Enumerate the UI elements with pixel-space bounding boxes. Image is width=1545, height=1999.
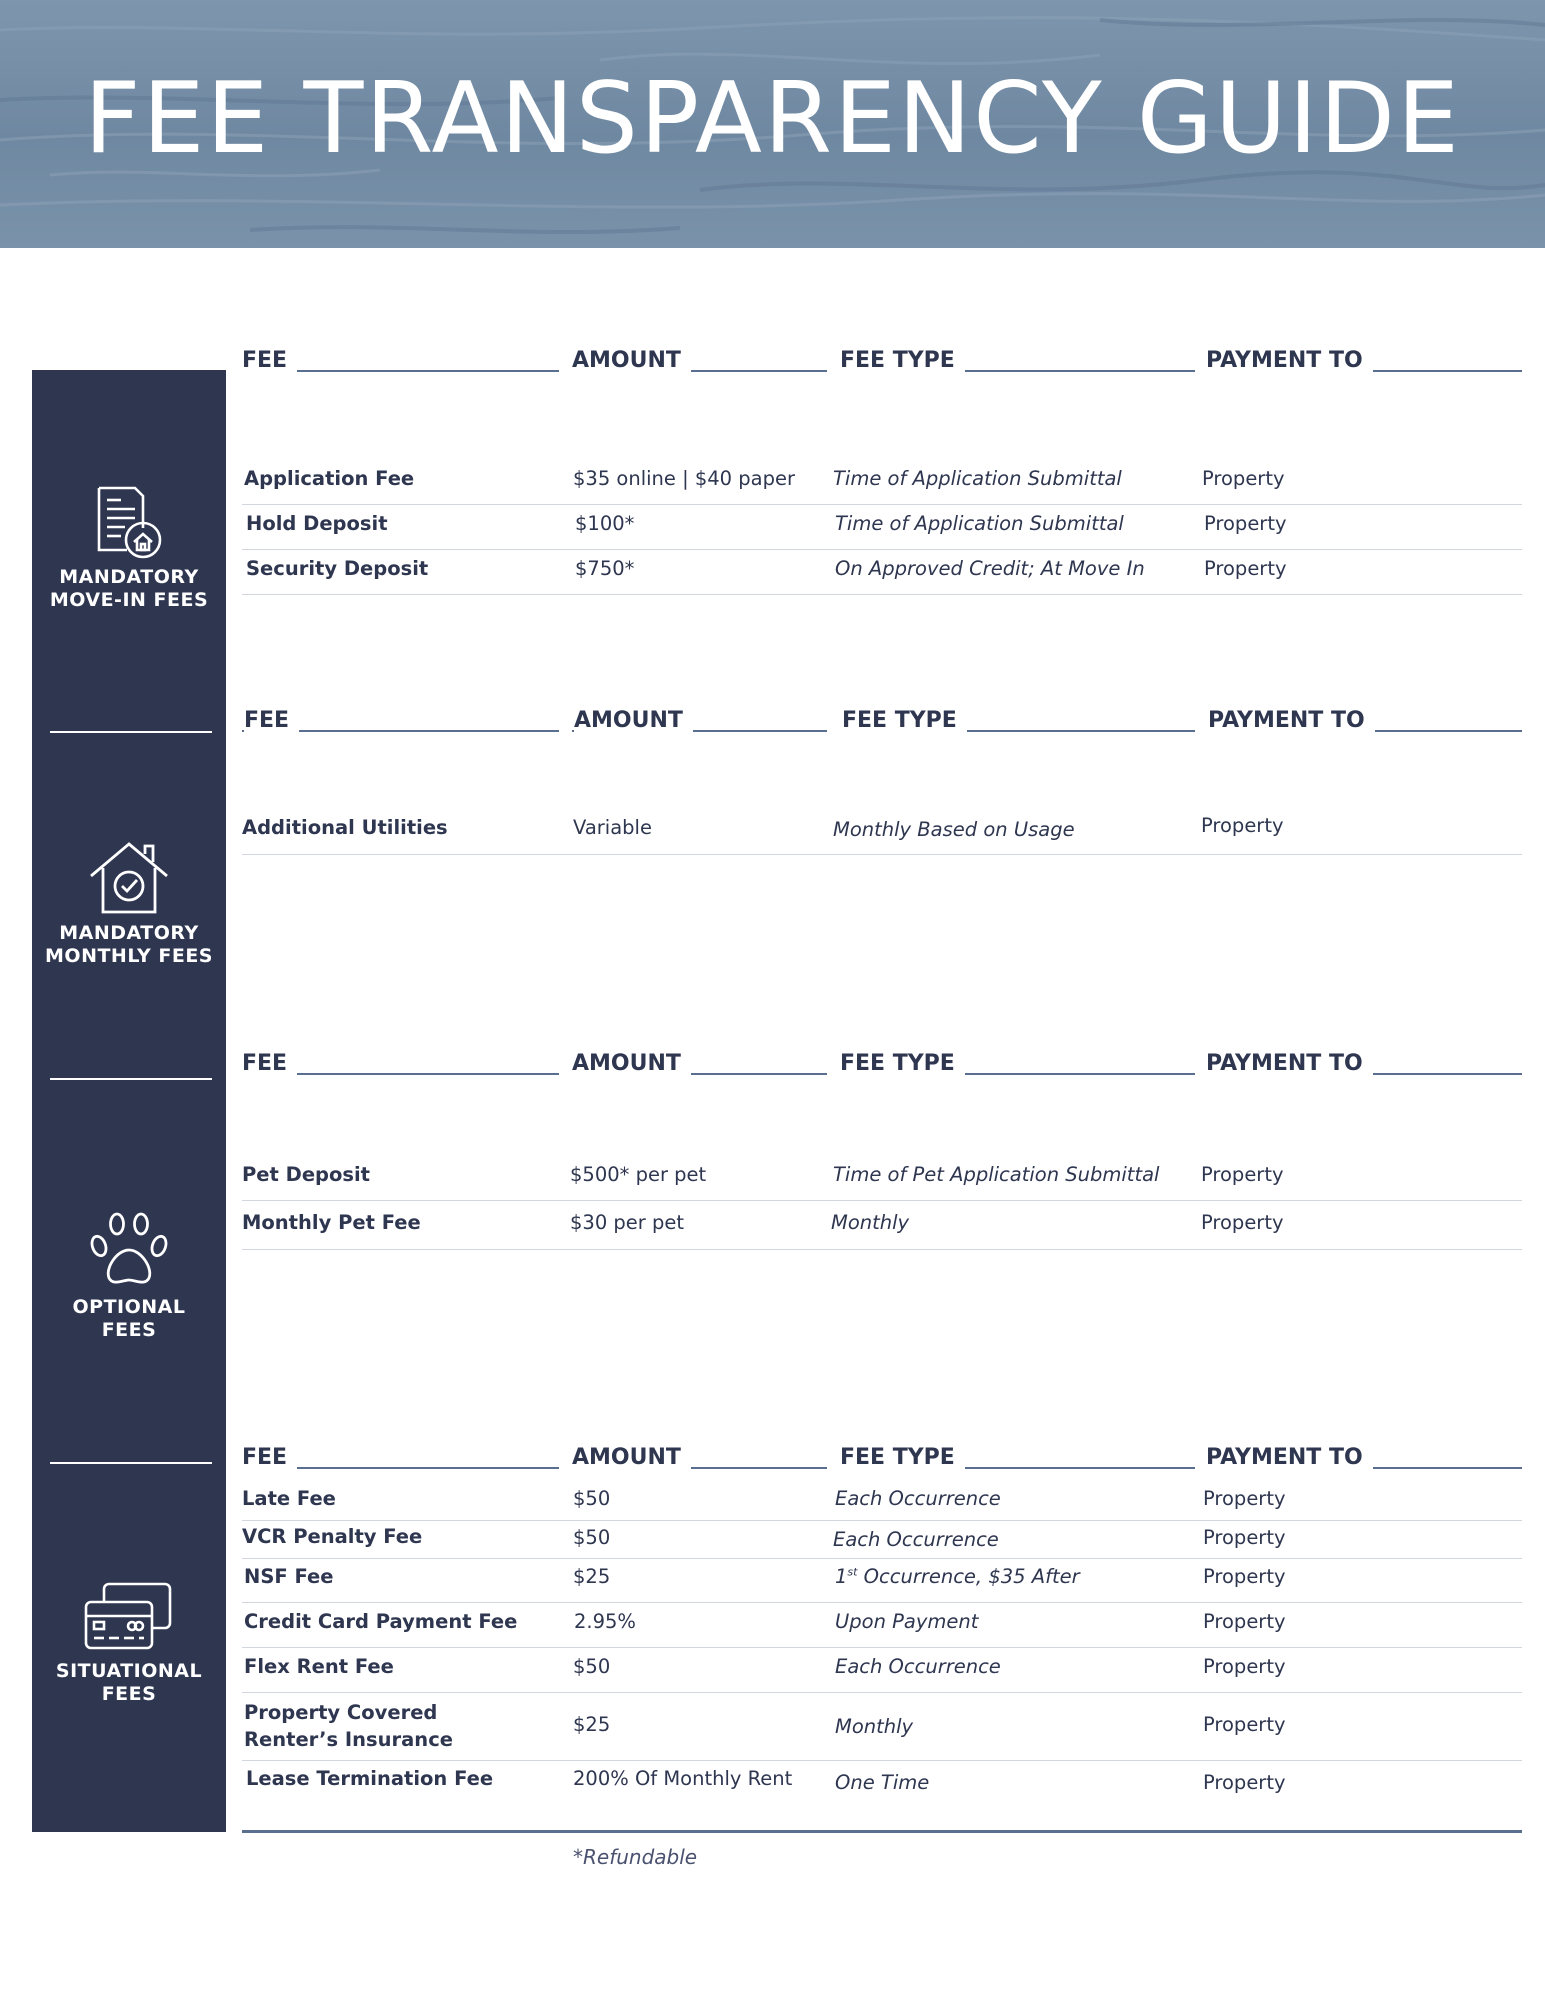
fee-amount: $25 [573, 1713, 611, 1736]
fee-name: Security Deposit [246, 557, 429, 580]
table-row [242, 1201, 1522, 1250]
fee-amount: $100* [575, 512, 635, 535]
table-row [242, 550, 1522, 595]
category-label-line2: FEES [101, 1319, 157, 1341]
fee-name: VCR Penalty Fee [242, 1525, 423, 1548]
category-label-line2: FEES [101, 1683, 157, 1705]
fee-name [244, 1699, 453, 1753]
category-optional [32, 1210, 226, 1342]
fee-amount: $50 [573, 1526, 611, 1549]
fee-payment-to: Property [1201, 814, 1284, 837]
fee-payment-to: Property [1203, 1487, 1286, 1510]
category-move-in [32, 484, 226, 612]
table-row [242, 1648, 1522, 1693]
fee-name: NSF Fee [244, 1565, 334, 1588]
column-header-row [242, 708, 1522, 738]
fee-amount: $750* [575, 557, 635, 580]
fee-type: Each Occurrence [833, 1528, 999, 1551]
table-row [242, 505, 1522, 550]
header-fee: FEE [242, 1051, 297, 1076]
category-label-line1: MANDATORY [59, 922, 199, 944]
fee-name: Application Fee [244, 467, 415, 490]
fee-amount: $50 [573, 1655, 611, 1678]
header-fee-type: FEE TYPE [840, 348, 965, 373]
fee-type: Each Occurrence [835, 1655, 1001, 1678]
fee-payment-to: Property [1202, 467, 1285, 490]
fee-name: Additional Utilities [242, 816, 448, 839]
category-situational [32, 1582, 226, 1706]
fee-payment-to: Property [1203, 1610, 1286, 1633]
fee-payment-to: Property [1203, 1713, 1286, 1736]
header-payment-to: PAYMENT TO [1208, 708, 1375, 733]
fee-amount: Variable [573, 816, 652, 839]
fee-name-line2: Renter’s Insurance [244, 1728, 453, 1751]
fee-payment-to: Property [1203, 1526, 1286, 1549]
fee-type: Each Occurrence [835, 1487, 1001, 1510]
table-row [242, 1603, 1522, 1648]
fee-amount: $25 [573, 1565, 611, 1588]
table-row [242, 1482, 1522, 1521]
house-check-icon [87, 840, 171, 916]
header-fee: FEE [242, 348, 297, 373]
header-payment-to: PAYMENT TO [1206, 348, 1373, 373]
paw-icon [87, 1210, 171, 1290]
category-monthly [32, 840, 226, 968]
header-banner [0, 0, 1545, 248]
fee-amount: $30 per pet [570, 1211, 685, 1234]
column-header-row [242, 348, 1522, 378]
table-row [242, 808, 1522, 855]
table-row [242, 458, 1522, 505]
fee-payment-to: Property [1203, 1565, 1286, 1588]
fee-type: Monthly [835, 1715, 914, 1738]
fee-payment-to: Property [1201, 1211, 1284, 1234]
credit-card-icon [82, 1582, 176, 1654]
fee-name: Hold Deposit [246, 512, 388, 535]
category-label-line1: OPTIONAL [72, 1296, 186, 1318]
fee-type: Time of Application Submittal [833, 467, 1122, 490]
category-divider [50, 1462, 212, 1464]
category-divider [50, 731, 212, 733]
fee-type [835, 1565, 1080, 1588]
fee-payment-to: Property [1203, 1771, 1286, 1794]
fee-type: Monthly [831, 1211, 910, 1234]
header-payment-to: PAYMENT TO [1206, 1445, 1373, 1470]
table-row [242, 1693, 1522, 1761]
refundable-footnote: *Refundable [573, 1845, 698, 1869]
header-amount: AMOUNT [572, 1051, 691, 1076]
fee-payment-to: Property [1201, 1163, 1284, 1186]
category-label-line1: SITUATIONAL [55, 1660, 203, 1682]
document-house-icon [89, 484, 169, 560]
fee-type: Upon Payment [835, 1610, 979, 1633]
table-row [242, 1761, 1522, 1821]
fee-name: Monthly Pet Fee [242, 1211, 421, 1234]
header-amount: AMOUNT [574, 708, 693, 733]
fee-type: Time of Application Submittal [835, 512, 1124, 535]
fee-payment-to: Property [1203, 1655, 1286, 1678]
fee-type: Time of Pet Application Submittal [833, 1163, 1160, 1186]
fee-payment-to: Property [1204, 557, 1287, 580]
fee-type: Monthly Based on Usage [833, 818, 1075, 841]
fee-type-text: Occurrence, $35 After [857, 1565, 1080, 1588]
category-divider [50, 1078, 212, 1080]
header-amount: AMOUNT [572, 348, 691, 373]
fee-amount: 2.95% [574, 1610, 636, 1633]
fee-type: One Time [835, 1771, 930, 1794]
fee-type-ordinal: 1 [835, 1565, 848, 1588]
table-bottom-rule [242, 1830, 1522, 1833]
header-fee: FEE [244, 708, 299, 733]
fee-name: Pet Deposit [242, 1163, 371, 1186]
fee-name: Credit Card Payment Fee [244, 1610, 518, 1633]
table-row [242, 1559, 1522, 1603]
fee-payment-to: Property [1204, 512, 1287, 535]
category-label-line1: MANDATORY [59, 566, 199, 588]
fee-type: On Approved Credit; At Move In [835, 557, 1145, 580]
table-row [242, 1521, 1522, 1559]
fee-amount: $50 [573, 1487, 611, 1510]
fee-amount: 200% Of Monthly Rent [573, 1767, 793, 1790]
header-amount: AMOUNT [572, 1445, 691, 1470]
fee-name: Late Fee [242, 1487, 336, 1510]
fee-amount: $35 online | $40 paper [573, 467, 796, 490]
table-row [242, 1154, 1522, 1201]
header-fee: FEE [242, 1445, 297, 1470]
page-title: FEE TRANSPARENCY GUIDE [84, 62, 1461, 176]
fee-type-superscript: st [847, 1565, 858, 1579]
column-header-row [242, 1445, 1522, 1475]
fee-name: Lease Termination Fee [246, 1767, 494, 1790]
fee-name: Flex Rent Fee [244, 1655, 394, 1678]
column-header-row [242, 1051, 1522, 1081]
fee-amount: $500* per pet [570, 1163, 707, 1186]
header-fee-type: FEE TYPE [840, 1051, 965, 1076]
fee-name-line1: Property Covered [244, 1701, 438, 1724]
header-fee-type: FEE TYPE [840, 1445, 965, 1470]
header-fee-type: FEE TYPE [842, 708, 967, 733]
category-label-line2: MOVE-IN FEES [49, 589, 209, 611]
category-label-line2: MONTHLY FEES [45, 945, 213, 967]
category-sidebar [32, 370, 226, 1832]
header-payment-to: PAYMENT TO [1206, 1051, 1373, 1076]
